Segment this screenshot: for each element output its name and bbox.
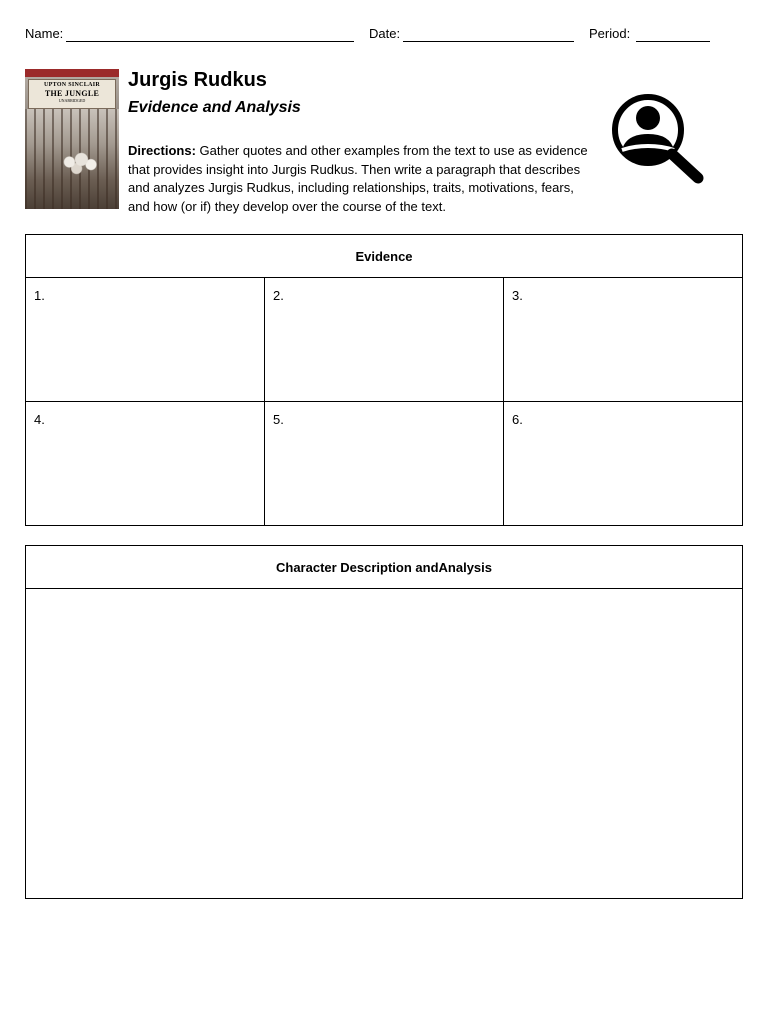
date-field[interactable] [403, 41, 574, 42]
period-label: Period: [589, 26, 631, 41]
evidence-cell-3[interactable] [504, 278, 743, 402]
cover-top-band [25, 69, 119, 77]
book-cover-image [25, 69, 119, 209]
evidence-number: 6. [512, 412, 523, 427]
evidence-number: 2. [273, 288, 284, 303]
analysis-header: Character Description andAnalysis [26, 546, 743, 589]
evidence-number: 4. [34, 412, 45, 427]
search-person-icon [608, 88, 708, 188]
period-field[interactable] [636, 41, 710, 42]
page-title: Jurgis Rudkus [128, 69, 267, 91]
evidence-number: 3. [512, 288, 523, 303]
name-field[interactable] [66, 41, 354, 42]
cover-crowd [55, 149, 103, 175]
cover-author: UPTON SINCLAIR [44, 82, 100, 88]
analysis-table [25, 545, 743, 899]
directions-label: Directions: [128, 143, 196, 158]
directions-body: Gather quotes and other examples from the text to use as evidence that provides insight into Jurgis Rudkus. Then write a paragraph that describes and analyzes Jurgis Rudkus, including relationships, traits, motivations, fears, and how (or if) they develop over the course of the text. [128, 143, 588, 214]
evidence-cell-1[interactable] [26, 278, 265, 402]
directions-text [128, 142, 598, 216]
cover-title: THE JUNGLE [44, 89, 100, 98]
evidence-cell-6[interactable] [504, 402, 743, 526]
cover-edition: UNABRIDGED [58, 98, 86, 103]
evidence-cell-2[interactable] [265, 278, 504, 402]
evidence-number: 5. [273, 412, 284, 427]
evidence-header: Evidence [26, 235, 743, 278]
cover-title-box [28, 79, 116, 109]
date-label: Date: [369, 26, 401, 41]
name-label: Name: [25, 26, 64, 41]
evidence-table [25, 234, 743, 526]
evidence-cell-4[interactable] [26, 402, 265, 526]
evidence-cell-5[interactable] [265, 402, 504, 526]
evidence-number: 1. [34, 288, 45, 303]
analysis-writing-area[interactable] [26, 589, 743, 899]
page-subtitle: Evidence and Analysis [128, 99, 301, 116]
